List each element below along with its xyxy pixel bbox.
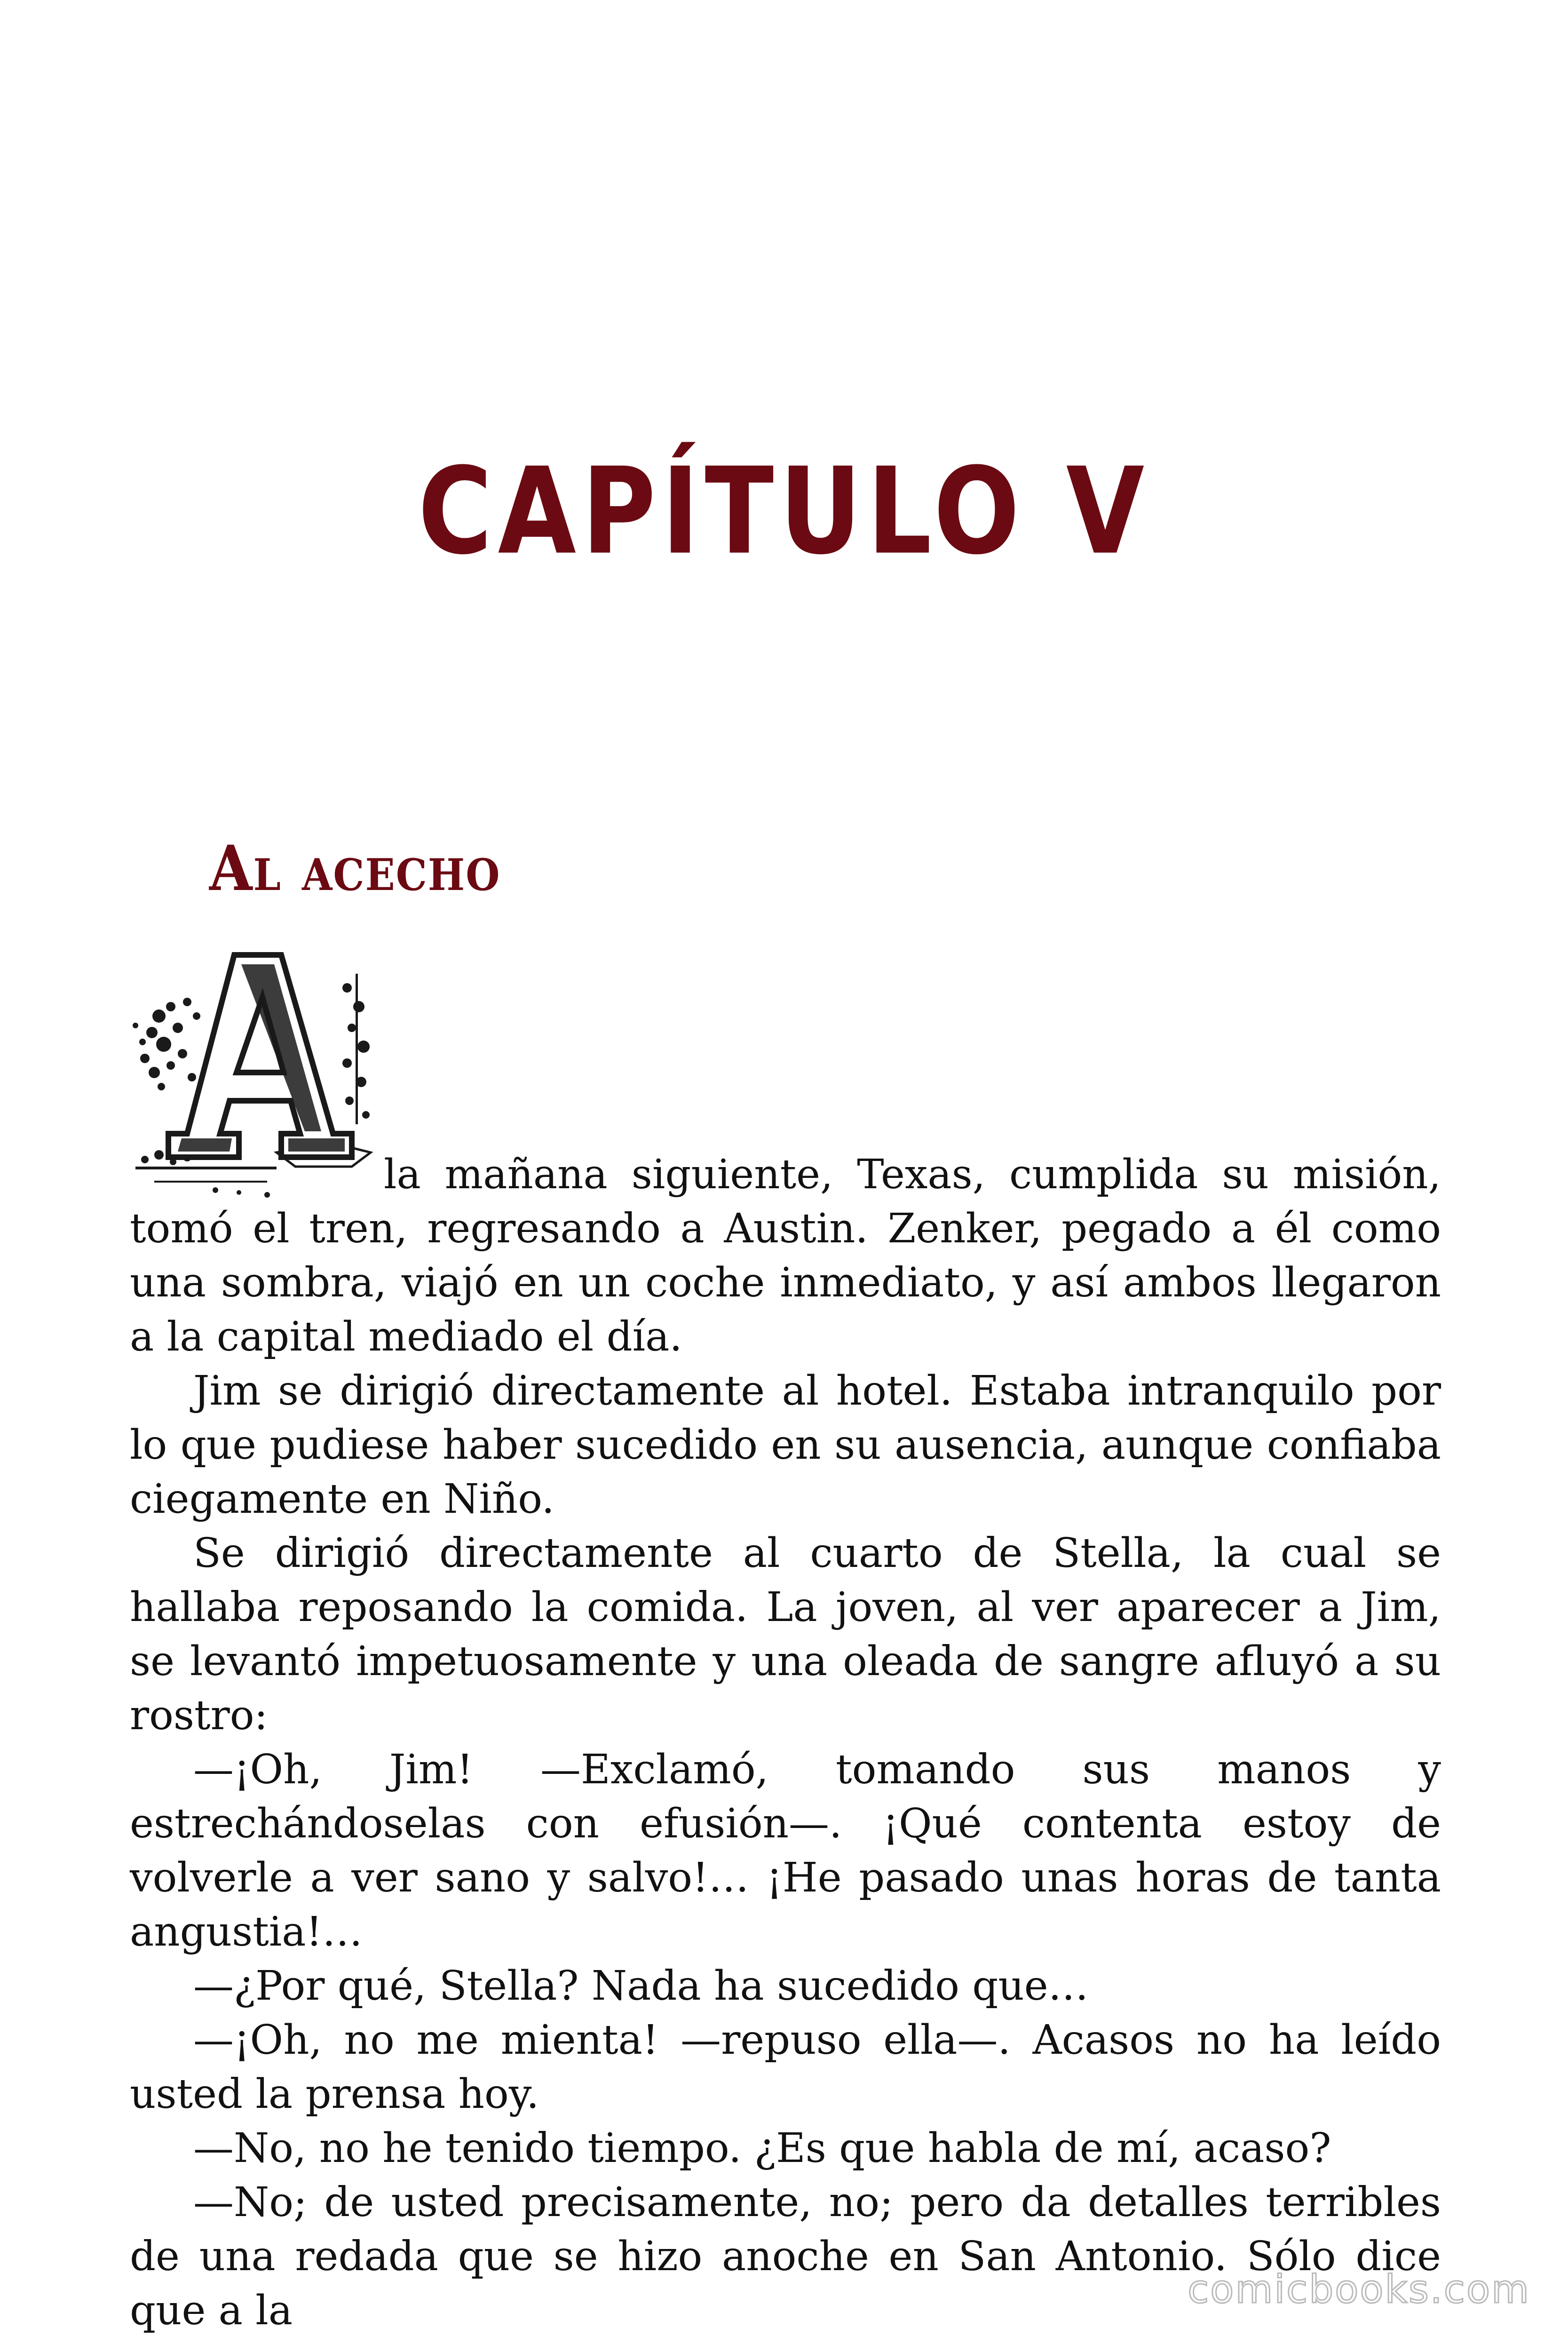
body-text — [130, 1148, 1441, 2338]
paragraph — [130, 1148, 1441, 1364]
chapter-title: CAPÍTULO V — [418, 441, 1150, 581]
watermark: comicbooks.com — [1188, 2267, 1530, 2312]
paragraph: Se dirigió directamente al cuarto de Stella, la cual se hallaba reposando la comida. La joven, al ver aparecer a Jim, se levantó impetuosamente y una oleada de sangre afluyó a su rostro: — [130, 1530, 1441, 1739]
paragraph: —No; de usted precisamente, no; pero da detalles terribles de una redada que se hizo anoche en San Antonio. Sólo dice que a la — [130, 2179, 1441, 2334]
paragraph: —¡Oh, Jim! —Exclamó, tomando sus manos y estrechándoselas con efusión—. ¡Qué contenta estoy de volverle a ver sano y salvo!… ¡He pasado unas horas de tanta angustia!… — [130, 1746, 1441, 1955]
paragraph-text: la mañana siguiente, Texas, cumplida su misión, tomó el tren, regresando a Austin. Zenker, pegado a él como una sombra, viajó en un coche inmediato, y así ambos llegaron a la capital mediado el día. — [130, 1151, 1441, 1360]
paragraph: Jim se dirigió directamente al hotel. Estaba intranquilo por lo que pudiese haber sucedido en su ausencia, aunque confiaba ciegamente en Niño. — [130, 1367, 1441, 1523]
paragraph: —¡Oh, no me mienta! —repuso ella—. Acasos no ha leído usted la prensa hoy. — [130, 2017, 1441, 2118]
section-heading: Al acecho — [209, 831, 501, 905]
paragraph: —¿Por qué, Stella? Nada ha sucedido que… — [193, 1963, 1089, 2010]
paragraph: —No, no he tenido tiempo. ¿Es que habla de mí, acaso? — [193, 2125, 1331, 2172]
